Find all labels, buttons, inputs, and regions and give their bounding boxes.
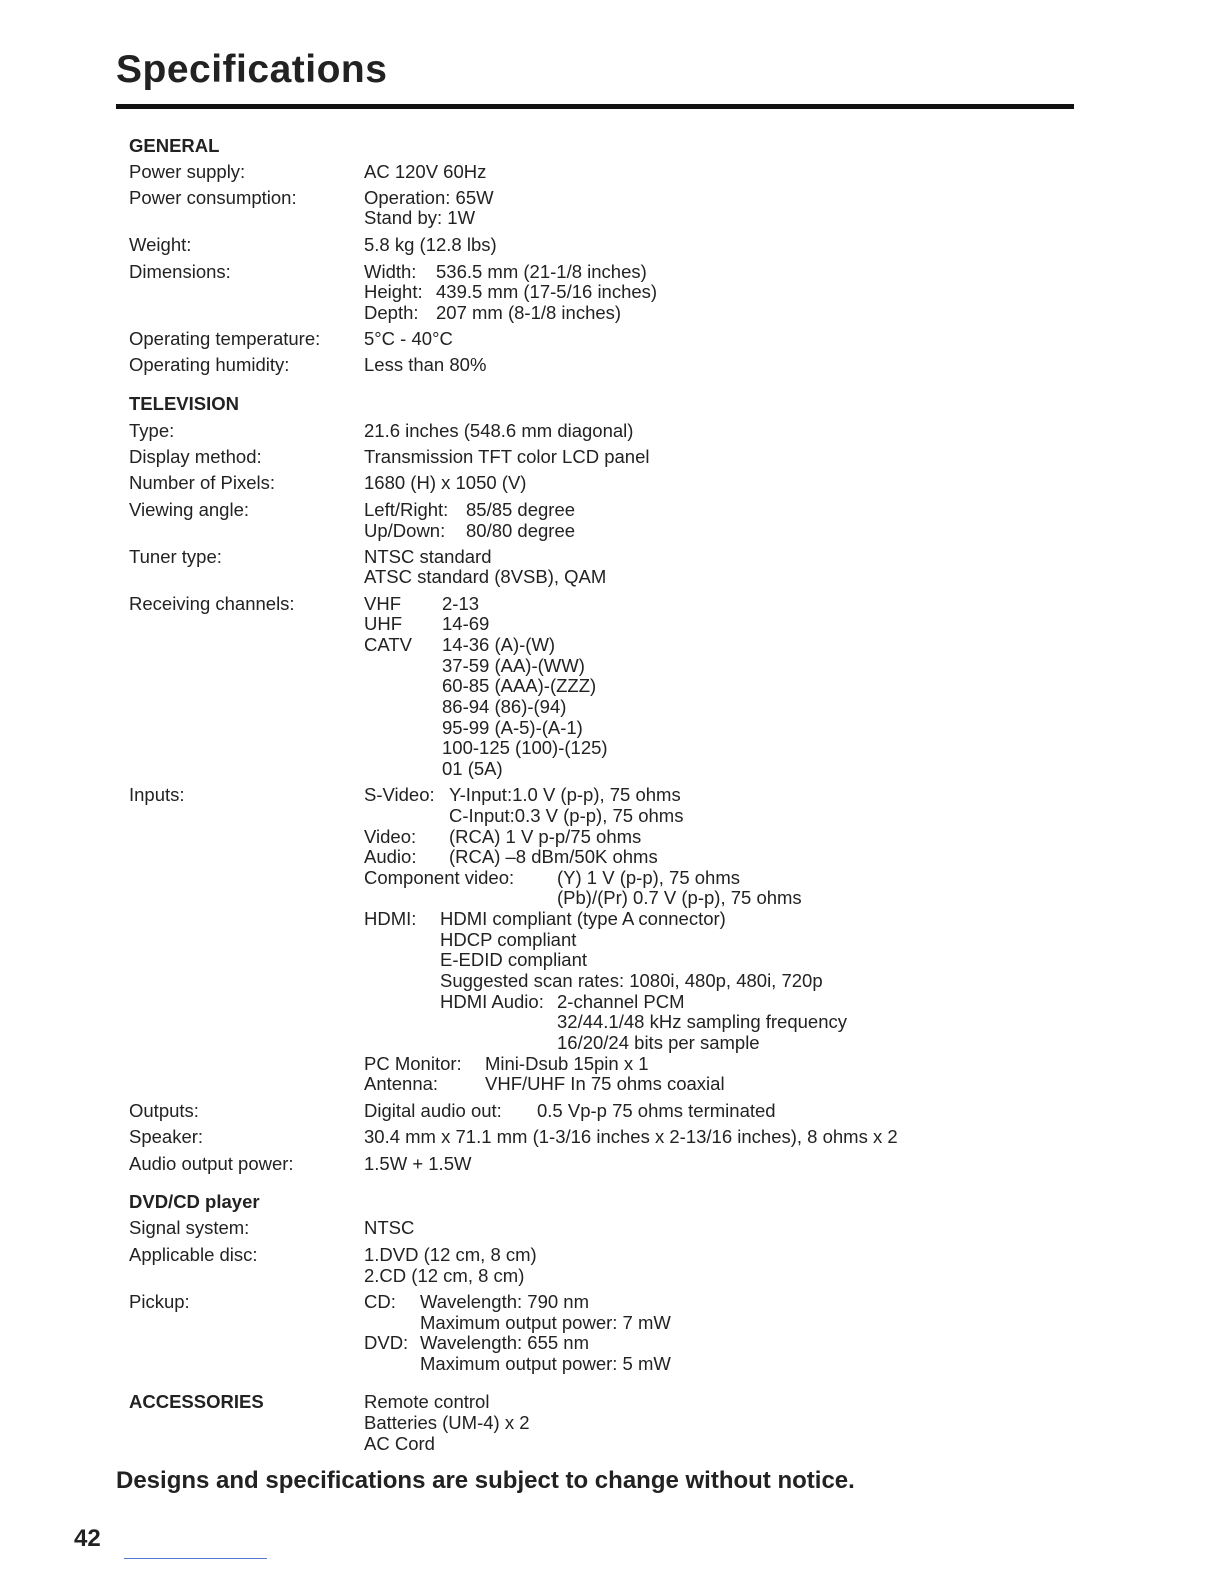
catv-value: 100-125 (100)-(125) [442, 737, 608, 758]
weight-label: Weight: [129, 234, 192, 255]
width-value: 536.5 mm (21-1/8 inches) [436, 261, 647, 282]
hdmi-line: HDCP compliant [440, 929, 577, 950]
signal-system-value: NTSC [364, 1217, 415, 1238]
antenna-label: Antenna: [364, 1073, 439, 1094]
type-value: 21.6 inches (548.6 mm diagonal) [364, 420, 634, 441]
section-heading-dvd: DVD/CD player [129, 1191, 260, 1212]
pickup-dvd-label: DVD: [364, 1332, 409, 1353]
catv-value: 37-59 (AA)-(WW) [442, 655, 585, 676]
operating-temperature-label: Operating temperature: [129, 328, 321, 349]
audio-label: Audio: [364, 846, 417, 867]
hdmi-audio-label: HDMI Audio: [440, 991, 544, 1012]
component-y-value: (Y) 1 V (p-p), 75 ohms [557, 867, 741, 888]
operating-temperature-value: 5°C - 40°C [364, 328, 453, 349]
hdmi-label: HDMI: [364, 908, 417, 929]
depth-value: 207 mm (8-1/8 inches) [436, 302, 622, 323]
hdmi-audio-value: 2-channel PCM [557, 991, 685, 1012]
signal-system-label: Signal system: [129, 1217, 250, 1238]
pickup-cd-label: CD: [364, 1291, 396, 1312]
speaker-label: Speaker: [129, 1126, 204, 1147]
vhf-value: 2-13 [442, 593, 480, 614]
weight-value: 5.8 kg (12.8 lbs) [364, 234, 497, 255]
viewing-lr-label: Left/Right: [364, 499, 449, 520]
uhf-label: UHF [364, 613, 403, 634]
pc-monitor-label: PC Monitor: [364, 1053, 462, 1074]
pixels-value: 1680 (H) x 1050 (V) [364, 472, 527, 493]
height-label: Height: [364, 281, 423, 302]
tuner-value-atsc: ATSC standard (8VSB), QAM [364, 566, 607, 587]
video-value: (RCA) 1 V p-p/75 ohms [449, 826, 642, 847]
catv-value: 14-36 (A)-(W) [442, 634, 556, 655]
section-heading-accessories: ACCESSORIES [129, 1391, 264, 1412]
page-number: 42 [74, 1525, 101, 1552]
component-pbpr-value: (Pb)/(Pr) 0.7 V (p-p), 75 ohms [557, 887, 802, 908]
svideo-c-value: C-Input:0.3 V (p-p), 75 ohms [449, 805, 684, 826]
operating-humidity-value: Less than 80% [364, 354, 487, 375]
pickup-label: Pickup: [129, 1291, 190, 1312]
digital-audio-out-label: Digital audio out: [364, 1100, 502, 1121]
width-label: Width: [364, 261, 417, 282]
operating-humidity-label: Operating humidity: [129, 354, 290, 375]
pickup-cd-power: Maximum output power: 7 mW [420, 1312, 671, 1333]
svideo-label: S-Video: [364, 784, 435, 805]
depth-label: Depth: [364, 302, 419, 323]
accessory-item: Batteries (UM-4) x 2 [364, 1412, 530, 1433]
viewing-ud-value: 80/80 degree [466, 520, 576, 541]
applicable-disc-label: Applicable disc: [129, 1244, 258, 1265]
outputs-label: Outputs: [129, 1100, 199, 1121]
display-method-value: Transmission TFT color LCD panel [364, 446, 650, 467]
section-heading-general: GENERAL [129, 135, 220, 156]
tuner-value-ntsc: NTSC standard [364, 546, 492, 567]
hdmi-audio-value: 16/20/24 bits per sample [557, 1032, 760, 1053]
power-supply-value: AC 120V 60Hz [364, 161, 487, 182]
hdmi-line: E-EDID compliant [440, 949, 588, 970]
catv-value: 95-99 (A-5)-(A-1) [442, 717, 583, 738]
hdmi-line: Suggested scan rates: 1080i, 480p, 480i, 720p [440, 970, 823, 991]
digital-audio-out-value: 0.5 Vp-p 75 ohms terminated [537, 1100, 776, 1121]
section-heading-television: TELEVISION [129, 393, 239, 414]
type-label: Type: [129, 420, 175, 441]
pixels-label: Number of Pixels: [129, 472, 275, 493]
power-supply-label: Power supply: [129, 161, 246, 182]
viewing-angle-label: Viewing angle: [129, 499, 249, 520]
change-notice: Designs and specifications are subject to change without notice. [116, 1467, 855, 1494]
viewing-ud-label: Up/Down: [364, 520, 446, 541]
inputs-label: Inputs: [129, 784, 185, 805]
viewing-lr-value: 85/85 degree [466, 499, 576, 520]
power-consumption-label: Power consumption: [129, 187, 297, 208]
component-video-label: Component video: [364, 867, 515, 888]
catv-value: 60-85 (AAA)-(ZZZ) [442, 675, 597, 696]
page-title: Specifications [116, 48, 388, 91]
speaker-value: 30.4 mm x 71.1 mm (1-3/16 inches x 2-13/16 inches), 8 ohms x 2 [364, 1126, 898, 1147]
receiving-channels-label: Receiving channels: [129, 593, 295, 614]
pc-monitor-value: Mini-Dsub 15pin x 1 [485, 1053, 649, 1074]
pickup-cd-wavelength: Wavelength: 790 nm [420, 1291, 589, 1312]
audio-output-power-value: 1.5W + 1.5W [364, 1153, 472, 1174]
power-consumption-standby: Stand by: 1W [364, 207, 476, 228]
display-method-label: Display method: [129, 446, 262, 467]
tuner-type-label: Tuner type: [129, 546, 222, 567]
accessory-item: Remote control [364, 1391, 490, 1412]
hdmi-audio-value: 32/44.1/48 kHz sampling frequency [557, 1011, 848, 1032]
pickup-dvd-power: Maximum output power: 5 mW [420, 1353, 671, 1374]
title-divider [116, 104, 1074, 109]
catv-value: 01 (5A) [442, 758, 503, 779]
audio-value: (RCA) –8 dBm/50K ohms [449, 846, 658, 867]
applicable-disc-cd: 2.CD (12 cm, 8 cm) [364, 1265, 525, 1286]
vhf-label: VHF [364, 593, 401, 614]
svideo-y-value: Y-Input:1.0 V (p-p), 75 ohms [449, 784, 681, 805]
catv-label: CATV [364, 634, 412, 655]
video-label: Video: [364, 826, 417, 847]
audio-output-power-label: Audio output power: [129, 1153, 294, 1174]
applicable-disc-dvd: 1.DVD (12 cm, 8 cm) [364, 1244, 537, 1265]
pickup-dvd-wavelength: Wavelength: 655 nm [420, 1332, 589, 1353]
uhf-value: 14-69 [442, 613, 490, 634]
power-consumption-operation: Operation: 65W [364, 187, 494, 208]
footer-line [124, 1558, 267, 1559]
catv-value: 86-94 (86)-(94) [442, 696, 567, 717]
antenna-value: VHF/UHF In 75 ohms coaxial [485, 1073, 725, 1094]
height-value: 439.5 mm (17-5/16 inches) [436, 281, 658, 302]
accessory-item: AC Cord [364, 1433, 435, 1454]
dimensions-label: Dimensions: [129, 261, 231, 282]
hdmi-line: HDMI compliant (type A connector) [440, 908, 726, 929]
